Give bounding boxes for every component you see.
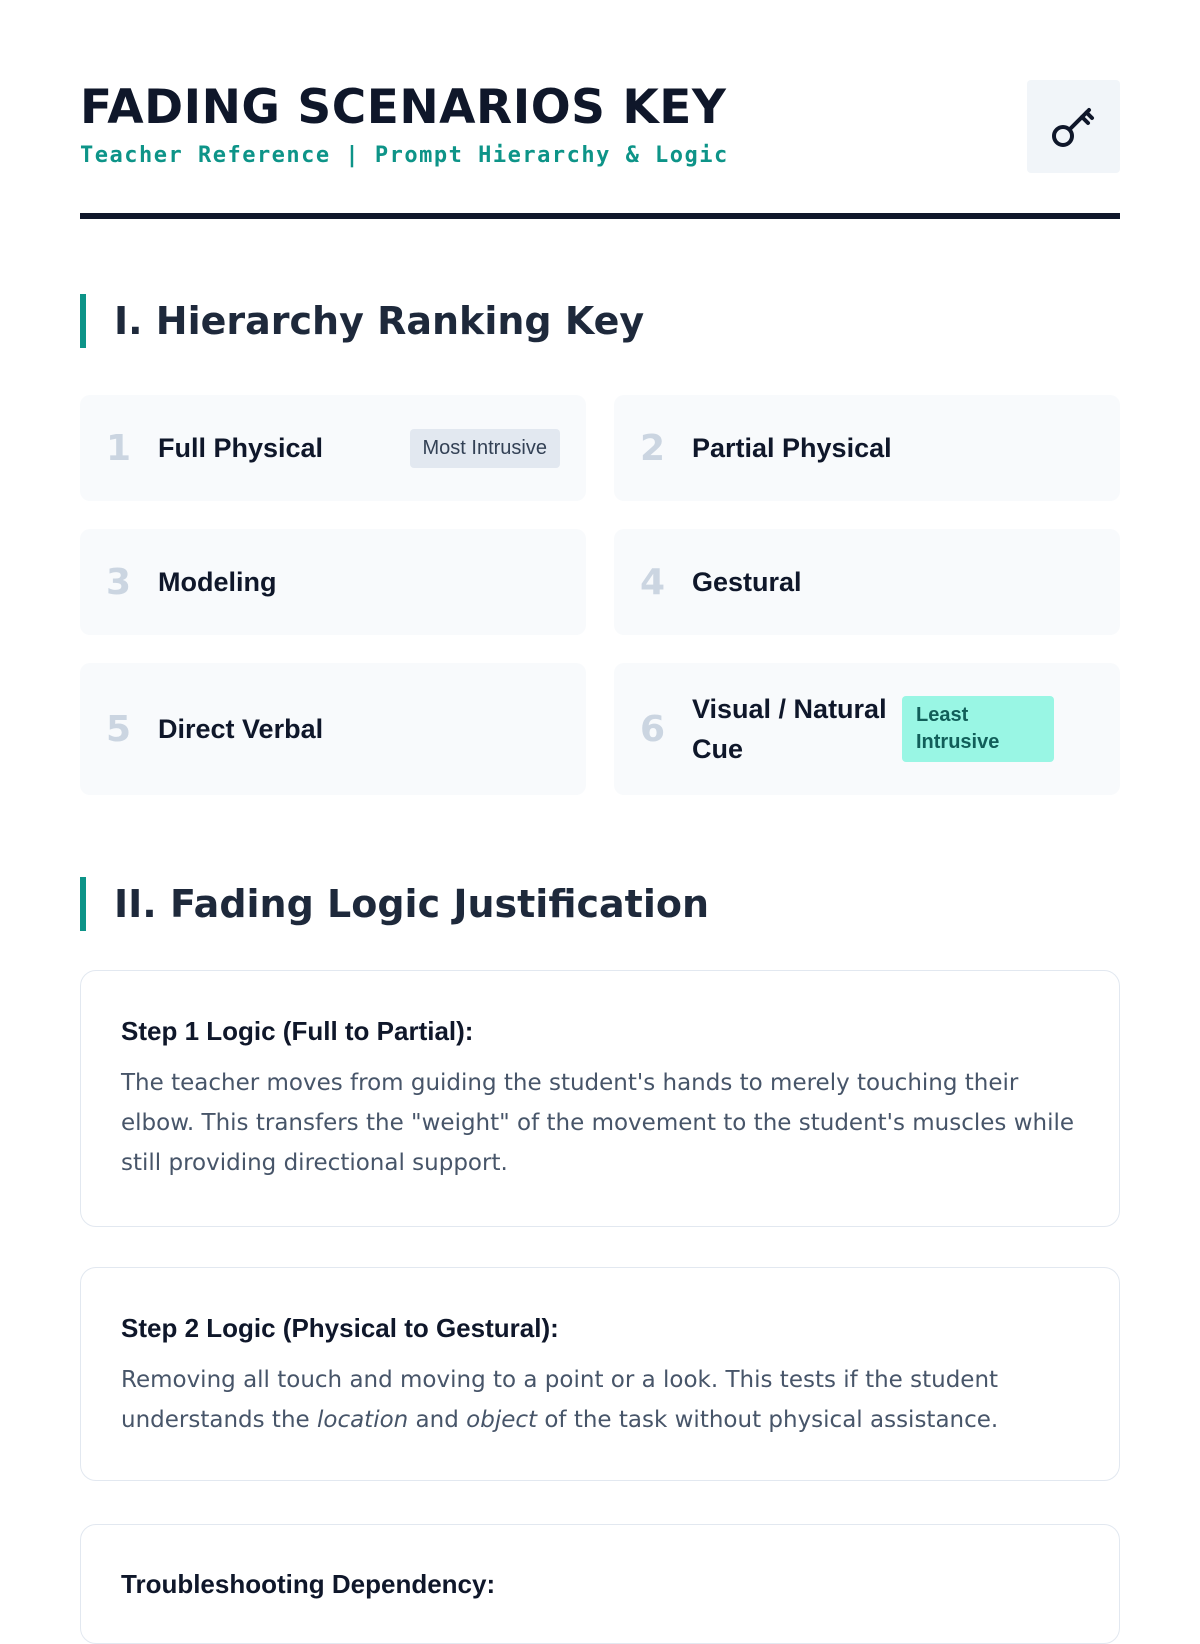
rank-number: 1 — [106, 427, 132, 469]
body-text: of the task without physical assistance. — [537, 1407, 999, 1433]
page-header — [80, 0, 1120, 221]
rank-number: 4 — [640, 561, 666, 603]
rank-label: Gestural — [692, 567, 802, 597]
rank-card-2 — [614, 395, 1120, 501]
section-heading-hierarchy: I. Hierarchy Ranking Key — [80, 294, 644, 348]
logic-card-troubleshooting — [80, 1524, 1120, 1644]
emphasis-object: object — [466, 1407, 538, 1433]
logic-card-body: The teacher moves from guiding the student's hands to merely touching their elbow. This transfers the "weight" of the movement to the student's muscles while still providing directional support. — [121, 1070, 1075, 1176]
rank-number: 2 — [640, 427, 666, 469]
emphasis-location: location — [316, 1407, 409, 1433]
logic-card-step-2 — [80, 1267, 1120, 1481]
page-subtitle: Teacher Reference | Prompt Hierarchy & Logic — [80, 143, 729, 168]
rank-label: Visual / Natural Cue — [692, 694, 887, 764]
logic-card-step-1 — [80, 970, 1120, 1227]
rank-label: Partial Physical — [692, 433, 892, 463]
rank-number: 6 — [640, 708, 666, 750]
body-text: and — [408, 1407, 467, 1433]
logic-card-body — [121, 1360, 1079, 1440]
header-divider — [80, 213, 1120, 219]
page — [80, 0, 1120, 1599]
rank-number: 5 — [106, 708, 132, 750]
rank-label: Modeling — [158, 567, 277, 597]
rank-card-1 — [80, 395, 586, 501]
rank-card-3 — [80, 529, 586, 635]
rank-label: Full Physical — [158, 433, 324, 463]
rank-number: 3 — [106, 561, 132, 603]
most-intrusive-badge: Most Intrusive — [410, 429, 560, 468]
logic-card-title: Troubleshooting Dependency: — [121, 1569, 496, 1599]
body-text: Removing all touch and moving to a point or a look. This tests if the student understands the — [121, 1367, 999, 1433]
rank-card-4 — [614, 529, 1120, 635]
section-heading-fading-logic: II. Fading Logic Justification — [80, 877, 709, 931]
key-icon — [1049, 102, 1099, 152]
rank-card-5 — [80, 663, 586, 795]
logic-card-title: Step 1 Logic (Full to Partial): — [121, 1016, 474, 1046]
logic-card-title: Step 2 Logic (Physical to Gestural): — [121, 1313, 559, 1343]
rank-card-6 — [614, 663, 1120, 795]
page-title: FADING SCENARIOS KEY — [80, 80, 727, 135]
rank-label: Direct Verbal — [158, 714, 324, 744]
key-icon-box — [1027, 80, 1120, 173]
least-intrusive-badge: Least Intrusive — [902, 696, 1054, 762]
